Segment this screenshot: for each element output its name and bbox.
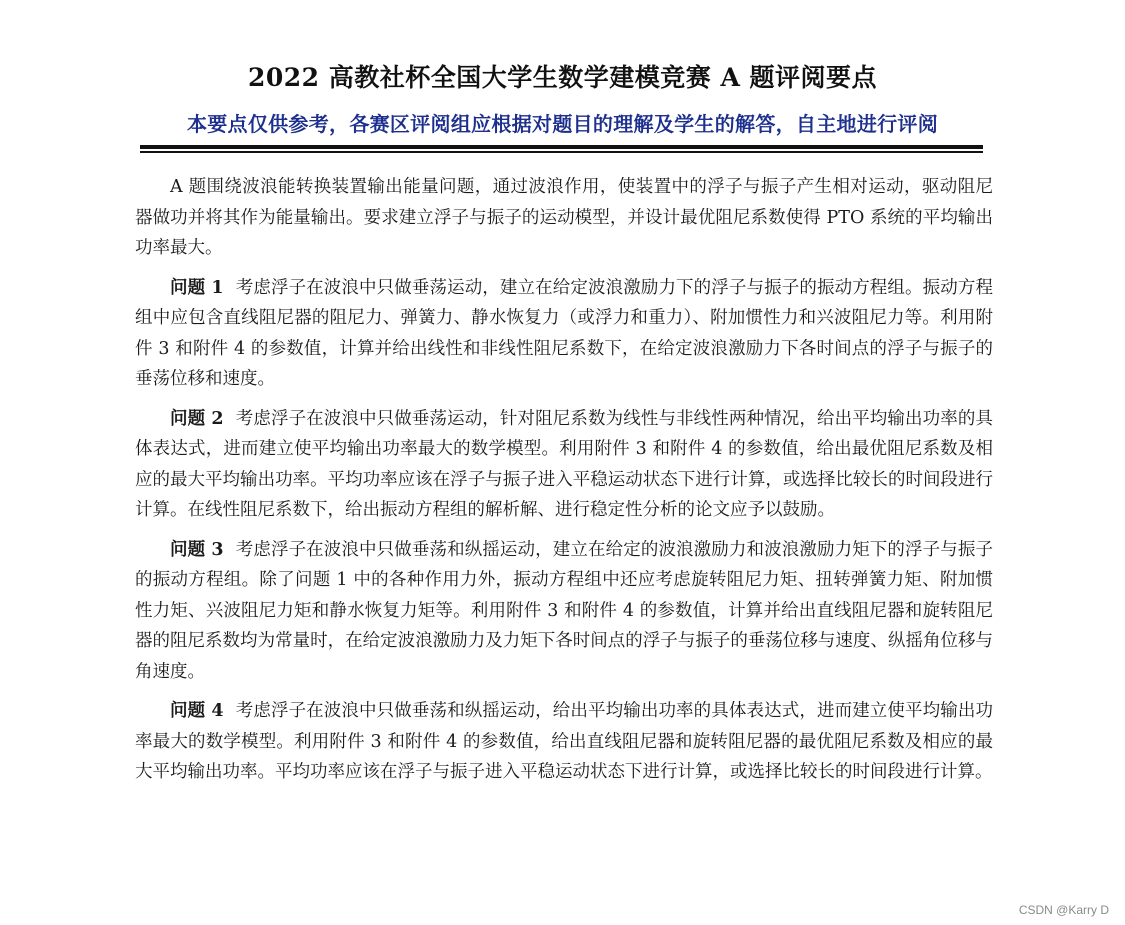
header-rule-thick (140, 145, 983, 149)
intro-paragraph: A 题围绕波浪能转换装置输出能量问题，通过波浪作用，使装置中的浮子与振子产生相对运动，驱动阻尼器做功并将其作为能量输出。要求建立浮子与振子的运动模型，并设计最优阻尼系数使得 PTO 系统的平均输出功率最大。 (135, 177, 993, 258)
watermark: CSDN @Karry D (1018, 903, 1109, 917)
question-1-text: 考虑浮子在波浪中只做垂荡运动，建立在给定波浪激励力下的浮子与振子的振动方程组。振动方程组中应包含直线阻尼器的阻尼力、弹簧力、静水恢复力（或浮力和重力）、附加惯性力和兴波阻尼力等。利用附件 3 和附件 4 的参数值，计算并给出线性和非线性阻尼系数下，在给定波浪激励力下各时间点的浮子与振子的垂荡位移和速度。 (135, 277, 993, 389)
document-body (135, 172, 993, 797)
question-4-text: 考虑浮子在波浪中只做垂荡和纵摇运动，给出平均输出功率的具体表达式，进而建立使平均输出功率最大的数学模型。利用附件 3 和附件 4 的参数值，给出直线阻尼器和旋转阻尼器的最优阻尼系数及相应的最大平均输出功率。平均功率应该在浮子与振子进入平稳运动状态下进行计算，或选择比较长的时间段进行计算。 (135, 701, 993, 782)
question-2-label: 问题 2 (170, 408, 224, 429)
question-3-text: 考虑浮子在波浪中只做垂荡和纵摇运动，建立在给定的波浪激励力和波浪激励力矩下的浮子与振子的振动方程组。除了问题 1 中的各种作用力外，振动方程组中还应考虑旋转阻尼力矩、扭转弹簧力矩、附加惯性力矩、兴波阻尼力矩和静水恢复力矩等。利用附件 3 和附件 4 的参数值，计算并给出直线阻尼器和旋转阻尼器的阻尼系数均为常量时，在给定波浪激励力及力矩下各时间点的浮子与振子的垂荡位移与速度、纵摇角位移与角速度。 (135, 539, 993, 682)
question-2-text: 考虑浮子在波浪中只做垂荡运动，针对阻尼系数为线性与非线性两种情况，给出平均输出功率的具体表达式，进而建立使平均输出功率最大的数学模型。利用附件 3 和附件 4 的参数值，给出最优阻尼系数及相应的最大平均输出功率。平均功率应该在浮子与振子进入平稳运动状态下进行计算，或选择比较长的时间段进行计算。在线性阻尼系数下，给出振动方程组的解析解、进行稳定性分析的论文应予以鼓励。 (135, 408, 993, 520)
header-rule-thin (140, 151, 983, 153)
question-3-paragraph (135, 535, 993, 688)
question-1-label: 问题 1 (170, 277, 224, 298)
question-4-paragraph (135, 696, 993, 788)
question-3-label: 问题 3 (170, 539, 224, 560)
question-4-label: 问题 4 (170, 701, 224, 721)
page-title: 2022 高教社杯全国大学生数学建模竞赛 A 题评阅要点 (247, 63, 878, 92)
page-subtitle: 本要点仅供参考，各赛区评阅组应根据对题目的理解及学生的解答，自主地进行评阅 (186, 112, 939, 136)
question-2-paragraph (135, 404, 993, 526)
question-1-paragraph (135, 273, 993, 395)
